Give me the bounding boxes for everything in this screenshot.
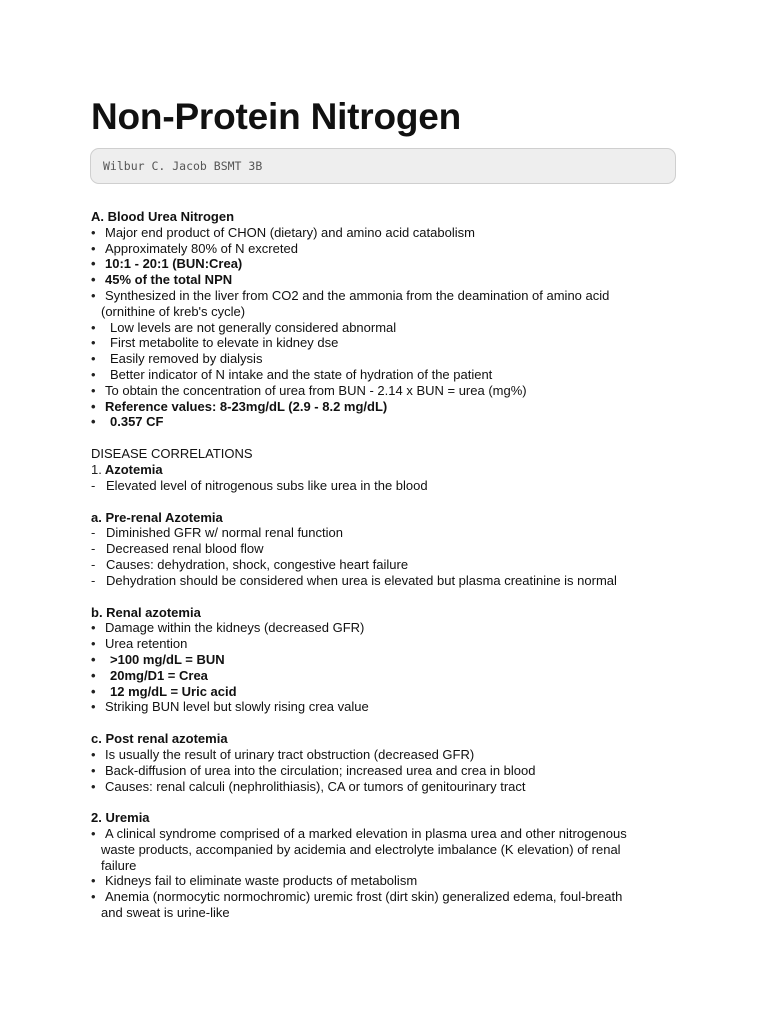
list-item: • A clinical syndrome comprised of a marked elevation in plasma urea and other nitrogenous [91, 826, 627, 842]
section-heading-postrenal: c. Post renal azotemia [91, 731, 228, 747]
dash-icon: - [91, 477, 96, 493]
list-item: • Damage within the kidneys (decreased GFR) [91, 620, 365, 636]
bullet-icon: • [91, 398, 96, 414]
bullet-icon: • [91, 699, 96, 715]
list-item: • First metabolite to elevate in kidney dse [91, 335, 339, 351]
bullet-icon: • [91, 224, 96, 240]
subsection-heading-azotemia: 1. Azotemia [91, 461, 163, 477]
list-item: • 0.357 CF [91, 414, 164, 430]
list-item: • 12 mg/dL = Uric acid [91, 683, 237, 699]
list-item-continuation: failure [101, 857, 137, 873]
list-item: • Major end product of CHON (dietary) and amino acid catabolism [91, 224, 475, 240]
bullet-icon: • [91, 683, 96, 699]
bullet-icon: • [91, 651, 96, 667]
section-heading-prerenal: a. Pre-renal Azotemia [91, 509, 223, 525]
list-item: • >100 mg/dL = BUN [91, 651, 225, 667]
list-item-continuation: (ornithine of kreb's cycle) [101, 303, 246, 319]
list-item: • Low levels are not generally considered abnormal [91, 319, 397, 335]
bullet-icon: • [91, 667, 96, 683]
dash-icon: - [91, 556, 96, 572]
list-item: • Synthesized in the liver from CO2 and the ammonia from the deamination of amino acid [91, 287, 610, 303]
bullet-icon: • [91, 256, 96, 272]
section-heading-disease: DISEASE CORRELATIONS [91, 446, 253, 462]
section-heading-uremia: 2. Uremia [91, 810, 150, 826]
list-item: • 20mg/D1 = Crea [91, 667, 208, 683]
section-heading-bun: A. Blood Urea Nitrogen [91, 209, 235, 224]
bullet-icon: • [91, 366, 96, 382]
bullet-icon: • [91, 240, 96, 256]
list-item: • Is usually the result of urinary tract obstruction (decreased GFR) [91, 746, 475, 762]
list-item: • Better indicator of N intake and the state of hydration of the patient [91, 366, 493, 382]
bullet-icon: • [91, 382, 96, 398]
list-item-continuation: and sweat is urine-like [101, 905, 230, 921]
bullet-icon: • [91, 272, 96, 288]
list-item: - Diminished GFR w/ normal renal function [91, 525, 343, 541]
bullet-icon: • [91, 826, 96, 842]
bullet-icon: • [91, 351, 96, 367]
author-line: Wilbur C. Jacob BSMT 3B [103, 159, 263, 173]
bullet-icon: • [91, 873, 96, 889]
list-item: - Elevated level of nitrogenous subs like urea in the blood [91, 477, 428, 493]
bullet-icon: • [91, 414, 96, 430]
list-item: • 10:1 - 20:1 (BUN:Crea) [91, 256, 243, 272]
list-item: • Approximately 80% of N excreted [91, 240, 298, 256]
bullet-icon: • [91, 620, 96, 636]
bullet-icon: • [91, 636, 96, 652]
list-item: - Decreased renal blood flow [91, 541, 264, 557]
notes-body [91, 209, 691, 921]
author-code-block [90, 148, 676, 184]
bullet-icon: • [91, 778, 96, 794]
section-heading-renal: b. Renal azotemia [91, 604, 201, 620]
list-item: - Causes: dehydration, shock, congestive heart failure [91, 556, 409, 572]
list-item: • Causes: renal calculi (nephrolithiasis), CA or tumors of genitourinary tract [91, 778, 526, 794]
dash-icon: - [91, 525, 96, 541]
list-item: • Easily removed by dialysis [91, 351, 263, 367]
bullet-icon: • [91, 746, 96, 762]
bullet-icon: • [91, 319, 96, 335]
list-item: • Urea retention [91, 636, 188, 652]
page-title: Non-Protein Nitrogen [91, 96, 462, 137]
list-item: • Anemia (normocytic normochromic) uremic frost (dirt skin) generalized edema, foul-breath [91, 889, 623, 905]
bullet-icon: • [91, 889, 96, 905]
bullet-icon: • [91, 762, 96, 778]
dash-icon: - [91, 541, 96, 557]
dash-icon: - [91, 572, 96, 588]
list-item: • 45% of the total NPN [91, 272, 233, 288]
list-item: - Dehydration should be considered when urea is elevated but plasma creatinine is normal [91, 572, 617, 588]
list-item-continuation: waste products, accompanied by acidemia and electrolyte imbalance (K elevation) of renal [101, 841, 621, 857]
list-item: • Striking BUN level but slowly rising crea value [91, 699, 369, 715]
list-item: • To obtain the concentration of urea from BUN - 2.14 x BUN = urea (mg%) [91, 382, 527, 398]
bullet-icon: • [91, 287, 96, 303]
list-item: • Back-diffusion of urea into the circulation; increased urea and crea in blood [91, 762, 536, 778]
bullet-icon: • [91, 335, 96, 351]
list-item: • Reference values: 8-23mg/dL (2.9 - 8.2 mg/dL) [91, 398, 388, 414]
list-item: • Kidneys fail to eliminate waste products of metabolism [91, 873, 418, 889]
